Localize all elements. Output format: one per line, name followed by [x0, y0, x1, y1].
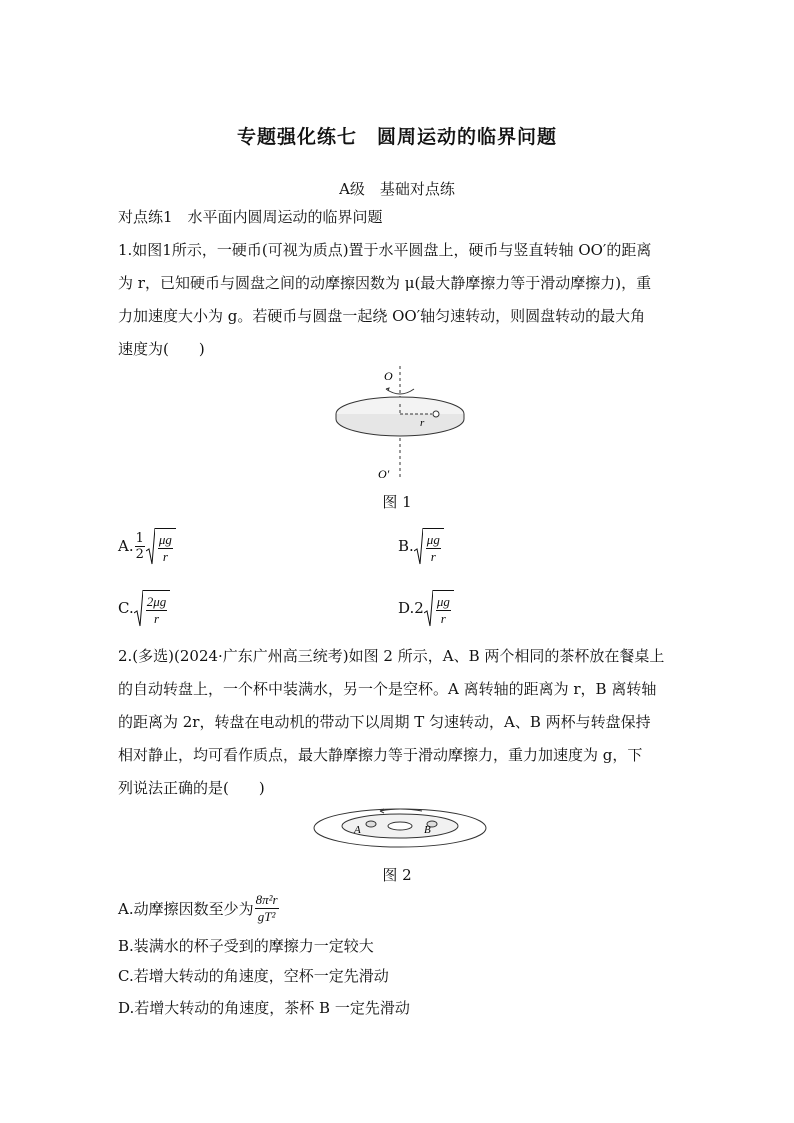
page-title: 专题强化练七 圆周运动的临界问题 — [236, 126, 557, 148]
sqrt-sign-icon — [134, 589, 143, 627]
question-2 — [118, 640, 688, 805]
sqrt-sign-icon — [146, 527, 155, 565]
option-a-coefficient: $\frac{1}{2}$ — [135, 530, 144, 562]
figure-2-label-a: A — [354, 824, 361, 836]
q2-line-4: 相对静止，均可看作质点，最大静摩擦力等于滑动摩擦力，重力加速度为 g，下 — [118, 746, 643, 764]
option-b-sqrt: $\frac{\mu g}{r}$ — [414, 527, 444, 565]
q2-option-a-text: A.动摩擦因数至少为 — [118, 899, 254, 918]
q1-option-c — [118, 589, 170, 627]
section-heading: 对点练1 水平面内圆周运动的临界问题 — [118, 208, 383, 226]
q2-option-b: B.装满水的杯子受到的摩擦力一定较大 — [118, 937, 374, 955]
option-c-prefix: C. — [118, 599, 134, 617]
q1-line-1: 1.如图1所示，一硬币(可视为质点)置于水平圆盘上，硬币与竖直转轴 OO′的距离 — [118, 241, 652, 259]
level-heading: A级 基础对点练 — [339, 180, 455, 198]
q1-option-b — [398, 527, 444, 565]
cup-a — [366, 821, 376, 827]
figure-1-label-r: r — [420, 417, 425, 429]
q2-option-d: D.若增大转动的角速度，茶杯 B 一定先滑动 — [118, 999, 410, 1017]
q1-line-4: 速度为( ) — [118, 340, 205, 358]
option-c-sqrt: $\frac{2\mu g}{r}$ — [134, 589, 171, 627]
q1-option-d — [398, 589, 454, 627]
figure-1-label-o-prime: O′ — [378, 467, 390, 481]
sqrt-sign-icon — [414, 527, 423, 565]
figure-1-label-o: O — [384, 369, 393, 383]
q2-option-a-fraction: $\frac{\text{8π²r}}{\text{gT²}}$ — [255, 892, 278, 924]
figure-1-caption: 图 1 — [382, 493, 412, 511]
option-a-prefix: A. — [118, 537, 134, 555]
option-b-prefix: B. — [398, 537, 414, 555]
q2-line-5: 列说法正确的是( ) — [118, 779, 265, 797]
q2-option-a — [118, 892, 280, 924]
option-d-sqrt: $\frac{\mu g}{r}$ — [424, 589, 454, 627]
figure-2-label-b: B — [424, 824, 431, 836]
q1-line-2: 为 r，已知硬币与圆盘之间的动摩擦因数为 μ(最大静摩擦力等于滑动摩擦力)，重 — [118, 274, 652, 292]
sqrt-sign-icon — [424, 589, 433, 627]
q2-option-c: C.若增大转动的角速度，空杯一定先滑动 — [118, 967, 389, 985]
q2-line-3: 的距离为 2r，转盘在电动机的带动下以周期 T 匀速转动，A、B 两杯与转盘保持 — [118, 713, 651, 731]
q1-line-3: 力加速度大小为 g。若硬币与圆盘一起绕 OO′轴匀速转动，则圆盘转动的最大角 — [118, 307, 646, 325]
question-1 — [118, 234, 688, 366]
figure-2-turntable — [310, 802, 490, 854]
q1-option-a — [118, 527, 176, 565]
option-d-prefix: D.2 — [398, 599, 424, 617]
option-a-sqrt: $\frac{\mu g}{r}$ — [146, 527, 176, 565]
figure-1-turntable — [320, 362, 480, 487]
q2-line-2: 的自动转盘上，一个杯中装满水，另一个是空杯。A 离转轴的距离为 r，B 离转轴 — [118, 680, 657, 698]
figure-2-caption: 图 2 — [382, 866, 412, 884]
q2-line-1: 2.(多选)(2024·广东广州高三统考)如图 2 所示，A、B 两个相同的茶杯放在餐桌上 — [118, 647, 665, 665]
